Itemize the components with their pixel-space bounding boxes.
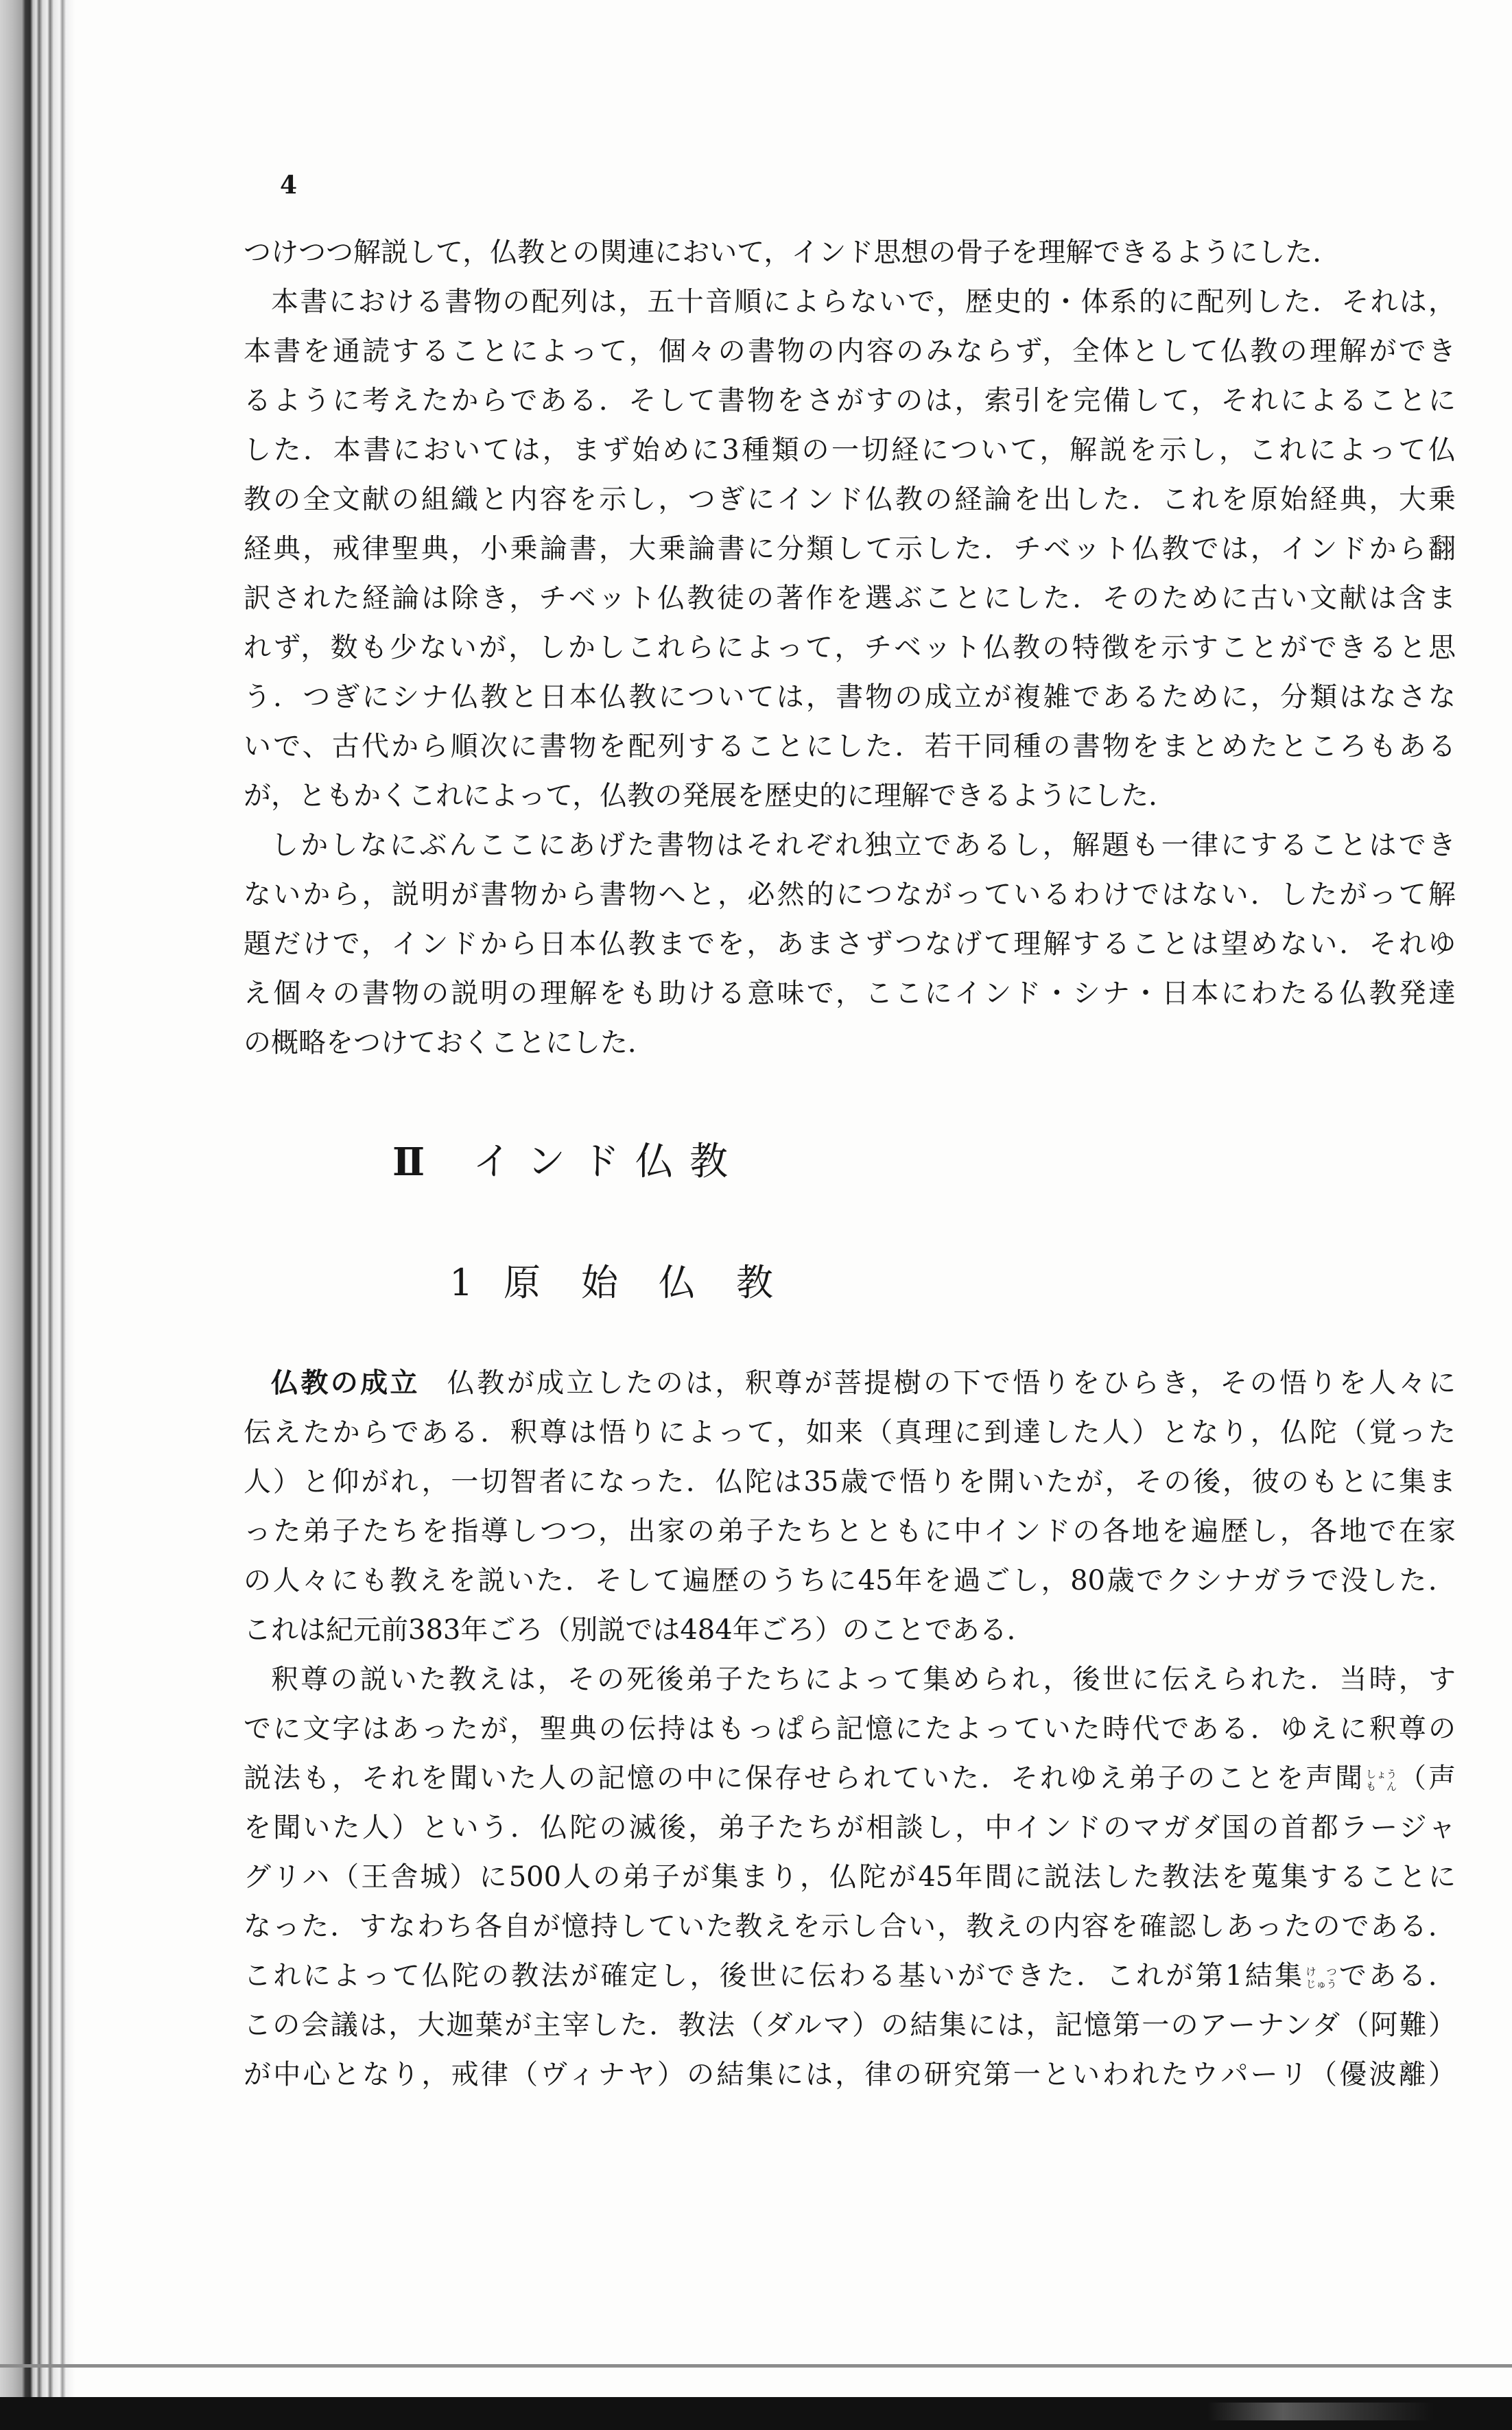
body-line-text: である． <box>1336 1960 1456 1992</box>
intro-line: 訳された経論は除き，チベット仏教徒の著作を選ぶことにした．そのために古い文献は含ま <box>244 582 1456 614</box>
body-line: 釈尊の説いた教えは，その死後弟子たちによって集められ，後世に伝えられた．当時，す <box>271 1664 1456 1695</box>
scan-edge-bottom-line <box>0 2364 1512 2368</box>
body-line: 伝えたからである．釈尊は悟りによって，如来（真理に到達した人）となり，仏陀（覚った <box>244 1417 1456 1448</box>
body-line: なった．すなわち各自が憶持していた教えを示し合い，教えの内容を確認しあったのである． <box>244 1911 1456 1942</box>
body-line <box>244 1951 1456 2001</box>
intro-line: しかしなにぶんここにあげた書物はそれぞれ独立であるし，解題も一律にすることはでき <box>271 829 1456 861</box>
body-line: の人々にも教えを説いた．そして遍歴のうちに45年を過ごし，80歳でクシナガラで没した． <box>244 1565 1456 1596</box>
scan-edge-left <box>0 0 75 2430</box>
body-line: これは紀元前383年ごろ（別説では484年ごろ）のことである． <box>244 1614 1035 1646</box>
body-line-text: （声 <box>1397 1762 1456 1794</box>
intro-line: 本書を通読することによって，個々の書物の内容のみならず，全体として仏教の理解ができ <box>244 335 1456 367</box>
intro-line: るように考えたからである．そして書物をさがすのは，索引を完備して，それによることに <box>244 385 1456 416</box>
body-line: グリハ（王舎城）に500人の弟子が集まり，仏陀が45年間に説法した教法を蒐集することに <box>244 1861 1456 1893</box>
intro-line: え個々の書物の説明の理解をも助ける意味で，ここにインド・シナ・日本にわたる仏教発達 <box>244 978 1456 1009</box>
body-line: を聞いた人）という．仏陀の滅後，弟子たちが相談し，中インドのマガダ国の首都ラージャ <box>244 1812 1456 1843</box>
body-line-text: これによって仏陀の教法が確定し，後世に伝わる基いができた．これが第1 <box>244 1960 1243 1992</box>
intro-line: れず，数も少ないが，しかしこれらによって，チベット仏教の特徴を示すことができると思 <box>244 632 1456 663</box>
subsection-heading <box>449 1255 930 1310</box>
body-line <box>244 1754 1456 1803</box>
ruby-annotation <box>1366 1768 1397 1793</box>
ruby-base: 結集 <box>1242 1960 1305 1992</box>
body-line <box>244 1358 1456 1408</box>
intro-line: いで、古代から順次に書物を配列することにした．若干同種の書物をまとめたところもある <box>244 731 1456 762</box>
intro-line: 題だけで，インドから日本仏教までを，あまさずつなげて理解することは望めない．それゆ <box>244 928 1456 960</box>
body-line: でに文字はあったが，聖典の伝持はもっぱら記憶にたよっていた時代である．ゆえに釈尊の <box>244 1713 1456 1745</box>
body-line-text: 仏教が成立したのは，釈尊が菩提樹の下で悟りをひらき，その悟りを人々に <box>447 1367 1456 1399</box>
intro-line: つけつつ解説して，仏教との関連において，インド思想の骨子を理解できるようにした． <box>244 237 1340 268</box>
body-line: 人）と仰がれ，一切智者になった．仏陀は35歳で悟りを開いたが，その後，彼のもとに集ま <box>244 1466 1456 1498</box>
ruby-annotation <box>1306 1966 1337 1990</box>
intro-line: 経典，戒律聖典，小乗論書，大乗論書に分類して示した．チベット仏教では，インドから翻 <box>244 533 1456 565</box>
body-line: った弟子たちを指導しつつ，出家の弟子たちとともに中インドの各地を遍歴し，各地で在家 <box>244 1515 1456 1547</box>
section-heading <box>392 1135 873 1190</box>
intro-line: 教の全文献の組織と内容を示し，つぎにインド仏教の経論を出した．これを原始経典，大乗 <box>244 484 1456 515</box>
ruby-top: しょう <box>1366 1768 1397 1780</box>
intro-line: ないから，説明が書物から書物へと，必然的につながっているわけではない．したがって解 <box>244 879 1456 910</box>
intro-text <box>244 228 1456 1067</box>
ruby-bottom: もん <box>1366 1780 1397 1793</box>
subsection-number: 1 <box>449 1261 473 1304</box>
topic-heading: 仏教の成立 <box>271 1367 420 1399</box>
intro-line: した．本書においては，まず始めに3種類の一切経について，解説を示し，これによって仏 <box>244 434 1456 466</box>
body-text <box>244 1358 1456 2099</box>
intro-line: の概略をつけておくことにした． <box>244 1027 655 1059</box>
body-line: この会議は，大迦葉が主宰した．教法（ダルマ）の結集には，記憶第一のアーナンダ（阿難） <box>244 2009 1456 2041</box>
ruby-bottom: じゅう <box>1306 1978 1337 1990</box>
body-line: が中心となり，戒律（ヴィナヤ）の結集には，律の研究第一といわれたウパーリ（優波離） <box>244 2059 1456 2090</box>
intro-line: 本書における書物の配列は，五十音順によらないで，歴史的・体系的に配列した．それは， <box>271 286 1456 318</box>
scan-noise <box>1207 2403 1434 2420</box>
intro-line: が，ともかくこれによって，仏教の発展を歴史的に理解できるようにした． <box>244 780 1177 812</box>
section-title: インド仏教 <box>473 1140 744 1184</box>
ruby-base: 声聞 <box>1306 1762 1365 1794</box>
subsection-title: 原始仏教 <box>504 1261 814 1304</box>
ruby-top: けつ <box>1306 1966 1337 1978</box>
body-line-text: 説法も，それを聞いた人の記憶の中に保存せられていた．それゆえ弟子のことを <box>244 1762 1306 1794</box>
intro-line: う．つぎにシナ仏教と日本仏教については，書物の成立が複雑であるために，分類はなさな <box>244 681 1456 713</box>
page-number: 4 <box>280 171 298 200</box>
section-numeral: Ⅱ <box>392 1140 425 1185</box>
